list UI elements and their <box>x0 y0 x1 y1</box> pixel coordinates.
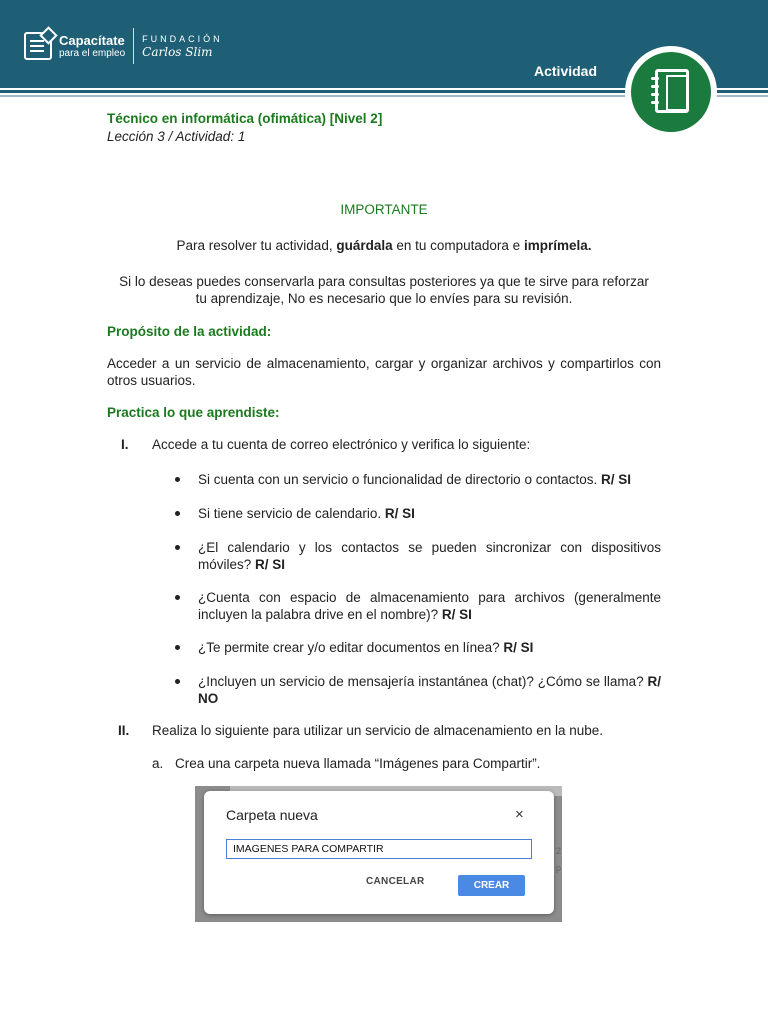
foundation-logo <box>142 33 223 59</box>
create-button[interactable]: CREAR <box>458 875 525 896</box>
item-a-marker: a. <box>152 756 164 771</box>
background-fragment: 2 <box>556 846 562 856</box>
instruction-part1: Para resolver tu actividad, <box>176 238 337 253</box>
section1-text: Accede a tu cuenta de correo electrónico y verifica lo siguiente: <box>152 437 531 452</box>
list-item-answer: R/ NO <box>198 674 661 706</box>
logo-separator <box>133 28 134 64</box>
foundation-top: FUNDACIÓN <box>142 34 223 44</box>
list-item <box>198 673 661 707</box>
list-item-text: Si tiene servicio de calendario. <box>198 506 385 521</box>
instruction-line <box>0 238 768 253</box>
notebook-icon <box>655 69 689 113</box>
foundation-bottom: Carlos Slim <box>142 45 213 59</box>
instruction-bold1: guárdala <box>336 238 393 253</box>
section1-numeral: I. <box>121 437 129 452</box>
logo-sub: para el empleo <box>59 47 126 59</box>
list-item-answer: R/ SI <box>441 607 472 622</box>
list-item-text: ¿El calendario y los contactos se pueden sincronizar con dispositivos móviles? <box>198 540 661 572</box>
course-title: Técnico en informática (ofimática) [Nivel 2] <box>107 111 383 126</box>
list-item <box>198 539 661 573</box>
activity-badge <box>625 46 717 138</box>
list-item-text: ¿Incluyen un servicio de mensajería instantánea (chat)? ¿Cómo se llama? <box>198 674 648 689</box>
dialog-title: Carpeta nueva <box>226 807 318 823</box>
notepad-pencil-icon <box>24 32 52 60</box>
list-item-answer: R/ SI <box>255 557 286 572</box>
list-item-answer: R/ SI <box>503 640 534 655</box>
practice-heading: Practica lo que aprendiste: <box>107 405 280 420</box>
capacitate-logo <box>24 28 223 64</box>
list-item-answer: R/ SI <box>601 472 632 487</box>
close-icon[interactable]: × <box>515 806 524 823</box>
note-line-2: tu aprendizaje, No es necesario que lo envíes para su revisión. <box>195 291 573 306</box>
list-item <box>198 589 661 623</box>
list-item <box>198 471 661 488</box>
item-a-text: Crea una carpeta nueva llamada “Imágenes para Compartir”. <box>175 756 541 771</box>
badge-circle <box>631 52 711 132</box>
purpose-heading: Propósito de la actividad: <box>107 324 272 339</box>
list-item-text: Si cuenta con un servicio o funcionalidad de directorio o contactos. <box>198 472 601 487</box>
list-item <box>198 639 661 656</box>
lesson-label: Lección 3 / Actividad: 1 <box>107 129 246 144</box>
new-folder-dialog <box>204 791 554 914</box>
list-item-text: ¿Cuenta con espacio de almacenamiento para archivos (generalmente incluyen la palabra drive en el nombre)? <box>198 590 661 622</box>
section2-text: Realiza lo siguiente para utilizar un servicio de almacenamiento en la nube. <box>152 723 604 738</box>
list-item <box>198 505 661 522</box>
logo-text <box>59 34 125 59</box>
instruction-part2: en tu computadora e <box>392 238 524 253</box>
note-line-1: Si lo deseas puedes conservarla para consultas posteriores ya que te sirve para reforzar <box>119 274 649 289</box>
list-item-text: ¿Te permite crear y/o editar documentos en línea? <box>198 640 504 655</box>
list-item-answer: R/ SI <box>384 506 415 521</box>
important-heading: IMPORTANTE <box>340 202 428 217</box>
section2-numeral: II. <box>118 723 130 738</box>
folder-name-input[interactable] <box>226 839 532 859</box>
background-fragment: p <box>556 863 562 873</box>
activity-label: Actividad <box>534 63 598 79</box>
instruction-bold2: imprímela. <box>523 238 592 253</box>
logo-main: Capacítate <box>59 32 125 48</box>
cancel-button[interactable]: CANCELAR <box>366 876 425 887</box>
purpose-text: Acceder a un servicio de almacenamiento, cargar y organizar archivos y compartirlos con otros usuarios. <box>107 356 661 388</box>
